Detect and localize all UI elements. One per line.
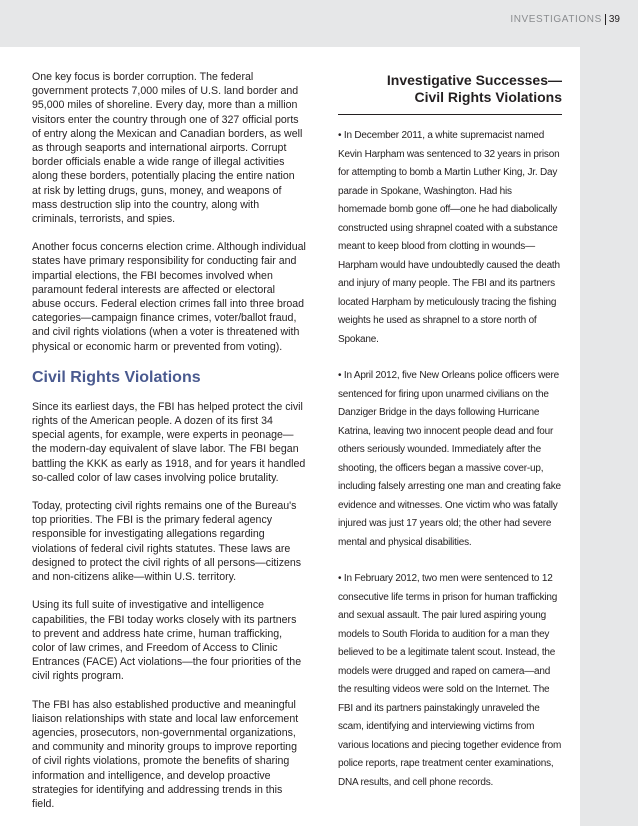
paragraph-liaison: The FBI has also established productive and meaningful liaison relationships with state and local law enforcement agencies, prosecutors, non-governmental organizations, and community and minority groups to improve reporting of civil rights violations, promote the benefits of sharing information and intelligence, and develop proactive strategies for identifying and addressing trends in this field. [32,698,299,810]
sidebar-title-line-1: Investigative Successes— [386,72,562,88]
paragraph-priorities: Today, protecting civil rights remains one of the Bureau's top priorities. The FBI is the primary federal agency responsible for investigating allegations regarding violations of federal civil rights statutes. These laws are designed to protect the civil rights of all persons—citizens and non-citizens alike—within U.S. territory. [32,500,302,584]
sidebar-item-danziger: • In April 2012, five New Orleans police officers were sentenced for firing upon unarmed civilians on the Danziger Bridge in the days following Hurricane Katrina, leaving two innocent people dead and four others seriously wounded. Immediately after the shooting, the officers began a massive cover-up, including falsely arresting one man and creating fake evidence and witnesses. One victim who was fatally injured was just 17 years old; the other had severe mental and physical disabilities. [338,370,561,548]
sidebar-item-harpham: • In December 2011, a white supremacist named Kevin Harpham was sentenced to 32 years in prison for attempting to bomb a Martin Luther King, Jr. Day parade in Spokane, Washington. Had his homemade bomb gone off—one he had diabolically constructed using shrapnel coated with a substance meant to keep blood from clotting in wounds—Harpham would have undoubtedly caused the death and injury of many people. The FBI and its partners located Harpham by meticulously tracing the fishing weights he used as shrapnel to a store north of Spokane. [338,130,560,345]
sidebar-title-line-2: Civil Rights Violations [414,89,562,105]
section-heading-civil-rights: Civil Rights Violations [32,368,201,386]
paragraph-capabilities: Using its full suite of investigative and intelligence capabilities, the FBI today works closely with its partners to prevent and address hate crime, human trafficking, color of law crimes, and Freedom of Access to Clinic Entrances (FACE) Act violations—the four priorities of the civil rights program. [32,599,302,683]
page-number: 39 [605,14,620,25]
section-label: INVESTIGATIONS [510,14,602,25]
paragraph-border-corruption: One key focus is border corruption. The federal government protects 7,000 miles of U.S. land border and 95,000 miles of shoreline. Every day, more than a million visitors enter the country through one of 327 official ports of entry along the Mexican and Canadian borders, as well as through seaports and international airports. Corrupt border officials enable a wide range of illegal activities along these borders, potentially placing the entire nation at risk by letting drugs, guns, money, and weapons of mass destruction slip into the country, along with criminals, terrorists, and spies. [32,71,303,226]
sidebar-title [338,72,562,106]
sidebar-item-trafficking: • In February 2012, two men were sentenced to 12 consecutive life terms in prison for human trafficking and sexual assault. The pair lured aspiring young models to South Florida to audition for a man they believed to be a legitimate talent scout. Instead, the models were drugged and raped on camera—and the resulting videos were sold on the Internet. The FBI and its partners painstakingly unraveled the scam, identifying and interviewing victims from various locations and piecing together evidence from police reports, rape treatment center examinations, DNA results, and cell phone records. [338,573,562,788]
sidebar-column [338,72,562,810]
running-header [510,14,620,25]
sidebar-divider [338,114,562,115]
right-margin-band [580,47,638,826]
paragraph-history: Since its earliest days, the FBI has helped protect the civil rights of the American people. A dozen of its first 34 special agents, for example, were experts in peonage—the modern-day equivalent of slave labor. The FBI began battling the KKK as early as 1918, and for years it handled so-called color of law cases involving police brutality. [32,400,306,484]
main-column [32,70,306,825]
paragraph-election-crime: Another focus concerns election crime. Although individual states have primary responsibility for conducting fair and impartial elections, the FBI becomes involved when paramount federal interests are affected or electoral abuse occurs. Federal election crimes fall into three broad categories—campaign finance crimes, voter/ballot fraud, and civil rights violations (when a voter is threatened with physical or economic harm or prevented from voting). [32,241,306,353]
